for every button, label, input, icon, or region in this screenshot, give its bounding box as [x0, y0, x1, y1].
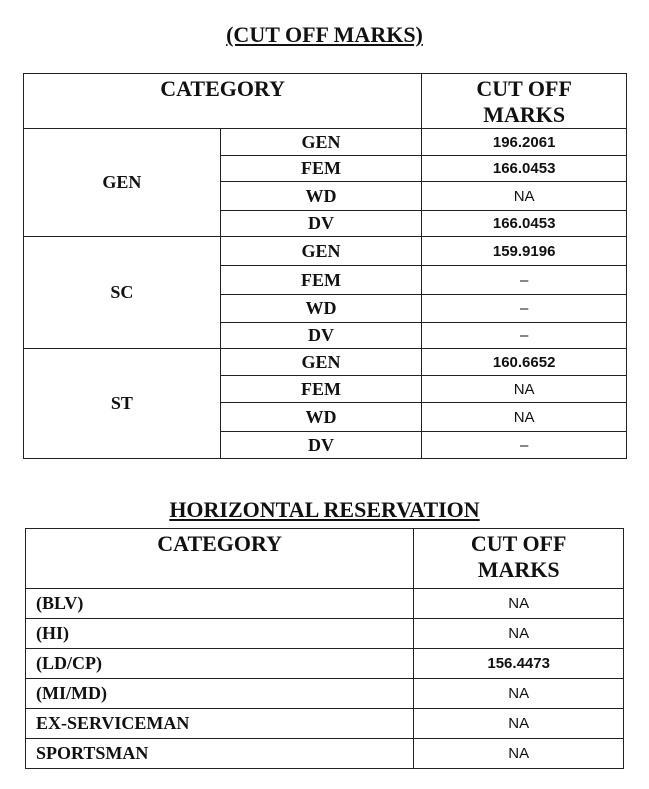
reservation-label: (BLV)	[26, 589, 414, 619]
cutoff-value: 159.9196	[422, 237, 627, 266]
subcategory-label: WD	[220, 403, 422, 432]
horizontal-reservation-table	[25, 528, 624, 769]
cutoff-value: 156.4473	[414, 649, 624, 679]
table-row	[24, 129, 627, 156]
subcategory-label: WD	[220, 182, 422, 211]
cutoff-value: 166.0453	[422, 211, 627, 237]
subcategory-label: GEN	[220, 129, 422, 156]
cutoff-value: –	[422, 432, 627, 459]
category-header: CATEGORY	[26, 529, 414, 589]
subcategory-label: GEN	[220, 237, 422, 266]
table-row	[26, 619, 624, 649]
reservation-label: (MI/MD)	[26, 679, 414, 709]
cutoff-value: NA	[414, 739, 624, 769]
cutoff-header: CUT OFF MARKS	[422, 74, 627, 129]
reservation-label: (HI)	[26, 619, 414, 649]
table-row	[26, 739, 624, 769]
table-row	[26, 589, 624, 619]
cutoff-value: NA	[414, 619, 624, 649]
table-header-row	[24, 74, 627, 129]
cutoff-marks-table	[23, 73, 627, 459]
table-row	[24, 237, 627, 266]
table-row	[26, 649, 624, 679]
subcategory-label: FEM	[220, 156, 422, 182]
cutoff-value: NA	[422, 182, 627, 211]
cutoff-value: NA	[422, 403, 627, 432]
subcategory-label: GEN	[220, 349, 422, 376]
reservation-label: EX-SERVICEMAN	[26, 709, 414, 739]
reservation-label: SPORTSMAN	[26, 739, 414, 769]
cutoff-value: 166.0453	[422, 156, 627, 182]
cutoff-value: –	[422, 323, 627, 349]
cutoff-value: NA	[414, 709, 624, 739]
group-gen-label: GEN	[24, 129, 221, 237]
cutoff-value: –	[422, 295, 627, 323]
subcategory-label: FEM	[220, 266, 422, 295]
subcategory-label: FEM	[220, 376, 422, 403]
cutoff-marks-title: (CUT OFF MARKS)	[226, 22, 423, 47]
table-row	[24, 349, 627, 376]
cutoff-value: –	[422, 266, 627, 295]
horizontal-reservation-title: HORIZONTAL RESERVATION	[169, 497, 480, 522]
reservation-label: (LD/CP)	[26, 649, 414, 679]
cutoff-value: 196.2061	[422, 129, 627, 156]
subcategory-label: DV	[220, 323, 422, 349]
cutoff-value: 160.6652	[422, 349, 627, 376]
table-header-row	[26, 529, 624, 589]
group-st-label: ST	[24, 349, 221, 459]
table-row	[26, 679, 624, 709]
group-sc-label: SC	[24, 237, 221, 349]
cutoff-value: NA	[414, 679, 624, 709]
table-row	[26, 709, 624, 739]
subcategory-label: WD	[220, 295, 422, 323]
subcategory-label: DV	[220, 432, 422, 459]
category-header: CATEGORY	[24, 74, 422, 129]
cutoff-value: NA	[414, 589, 624, 619]
cutoff-header: CUT OFF MARKS	[414, 529, 624, 589]
subcategory-label: DV	[220, 211, 422, 237]
cutoff-value: NA	[422, 376, 627, 403]
